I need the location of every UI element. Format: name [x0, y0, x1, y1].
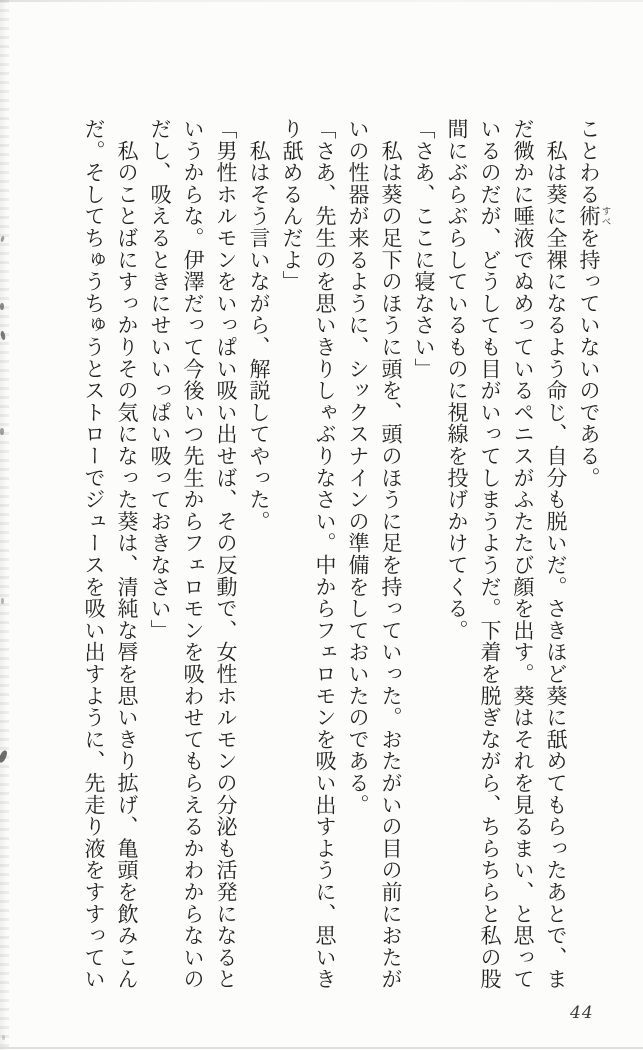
text-line: だし、吸えるときにせいいっぱい吸っておきなさい」: [148, 118, 172, 642]
paragraph-7: [143, 118, 242, 1000]
text-line: り舐めるんだよ」: [280, 118, 304, 293]
ruby-annotation: 術すべ: [577, 205, 611, 228]
text-line: 間にぶらぶらしているものに視線を投げかけてくる。: [445, 118, 469, 642]
text-line: 私は葵の足下のほうに頭を、頭のほうに足を持っていった。おたがいの目の前におたが: [379, 118, 403, 990]
paragraph-6: [242, 118, 275, 1000]
scan-smudge-strip: [0, 0, 9, 1050]
page-top-edge: [0, 0, 643, 2]
text-line: いうからな。伊澤だって今後いつ先生からフェロモンを吸わせてもらえるかわからないの: [181, 118, 205, 990]
paragraph-1: [572, 118, 610, 1000]
text-line: 私はそう言いながら、解説してやった。: [247, 118, 271, 533]
text-line: 私は葵に全裸になるよう命じ、自分も脱いだ。さきほど葵に舐めてもらったあとで、ま: [544, 118, 568, 990]
text-line: 「さあ、先生のを思いきりしゃぶりなさい。中からフェロモンを吸い出すように、思いき: [313, 118, 337, 990]
page-number: 44: [570, 1003, 594, 1023]
text-line: 私のことばにすっかりその気になった葵は、清純な唇を思いきり拡げ、亀頭を飲みこん: [115, 118, 139, 990]
text-line: ことわる術すべを持っていないのである。: [577, 118, 611, 489]
paragraph-4: [341, 118, 407, 1000]
paragraph-8: [77, 118, 143, 1000]
paragraph-5: [275, 118, 341, 1000]
paragraph-2: [440, 118, 572, 1000]
text-line: 「男性ホルモンをいっぱい吸い出せば、その反動で、女性ホルモンの分泌も活発になると: [214, 118, 238, 990]
text-line: だ。そしてちゅうちゅうとストローでジュースを吸い出すように、先走り液をすすってい: [82, 118, 106, 990]
page-bottom-edge: [0, 1047, 643, 1049]
scan-artifact: [2, 1035, 5, 1040]
paragraph-3: [407, 118, 440, 1000]
scan-artifact: [0, 303, 4, 310]
text-line: 「さあ、ここに寝なさい」: [412, 118, 436, 380]
scan-artifact: [0, 428, 4, 435]
text-line: いの性器が来るように、シックスナインの準備をしておいたのである。: [346, 118, 370, 816]
text-block: [77, 118, 610, 1000]
text-line: いるのだが、どうしても目がいってしまうようだ。下着を脱ぎながら、ちらちらと私の股: [478, 118, 502, 990]
text-line: だ微かに唾液でぬめっているペニスがふたたび顔を出す。葵はそれを見るまい、と思って: [511, 118, 535, 990]
scan-artifact: [1, 598, 4, 604]
